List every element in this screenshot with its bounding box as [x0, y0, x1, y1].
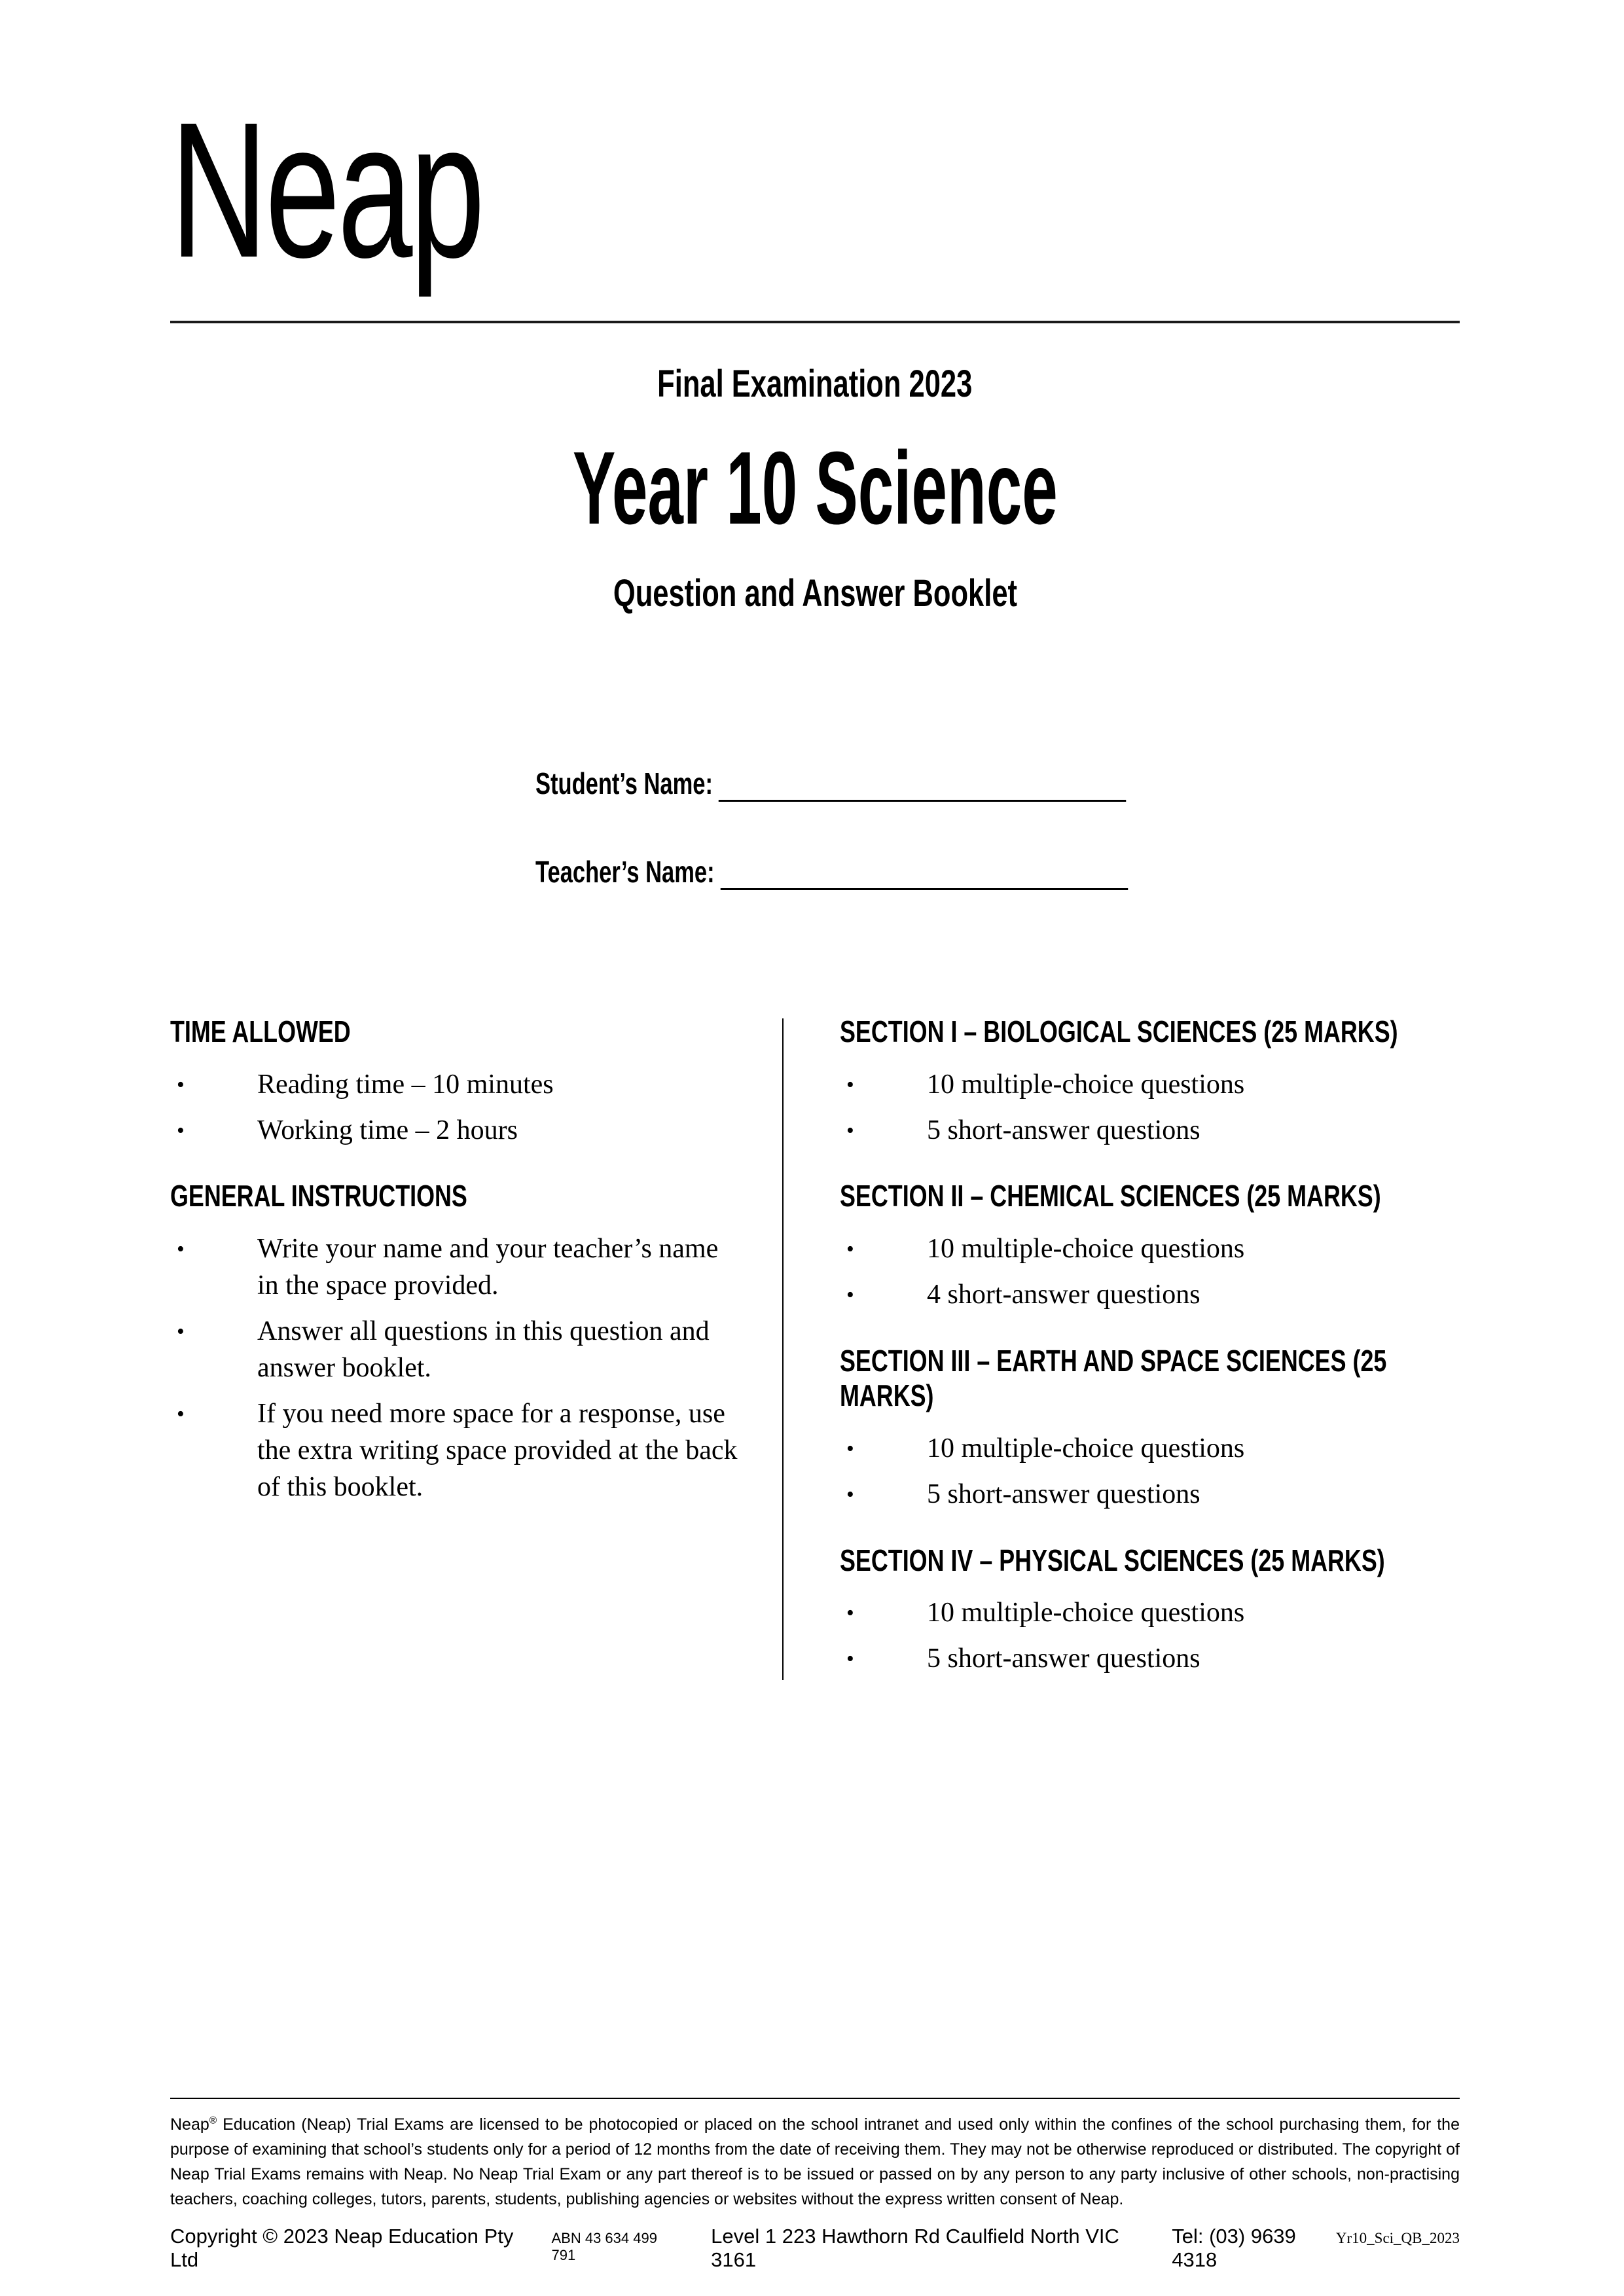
list-item: • 5 short-answer questions: [840, 1113, 1460, 1149]
section-4-list: [840, 1595, 1460, 1677]
page-header: [170, 82, 1460, 323]
section-3-block: [840, 1344, 1460, 1513]
student-name-row: [535, 766, 1460, 802]
registered-trademark-symbol: ®: [209, 2115, 217, 2126]
bullet-icon: •: [846, 1601, 854, 1626]
license-prefix: Neap: [170, 2115, 209, 2134]
header-rule: [170, 321, 1460, 323]
section-2-heading: SECTION II – CHEMICAL SCIENCES (25 MARKS): [840, 1179, 1381, 1213]
info-columns: [170, 1014, 1460, 1687]
license-text: [170, 2112, 1460, 2212]
bullet-icon: •: [177, 1237, 185, 1262]
title-block: [170, 361, 1460, 617]
section-2-list: [840, 1231, 1460, 1314]
section-1-list: [840, 1067, 1460, 1149]
time-allowed-block: [170, 1014, 740, 1149]
section-3-list: [840, 1431, 1460, 1513]
license-body: Education (Neap) Trial Exams are licensed to be photocopied or placed on the school intranet and used only within the confines of the school purchasing them, for the purpose of examining that school’s students only for a period of 12 months from the date of receiving them. They may not be otherwise reproduced or distributed. The copyright of Neap Trial Exams remains with Neap. No Neap Trial Exam or any part thereof is to be issued or passed on by any person to any party inclusive of other schools, non-practising teachers, coaching colleges, tutors, parents, students, publishing agencies or websites without the express written consent of Neap.: [170, 2115, 1460, 2208]
list-item: • Answer all questions in this question and answer booklet.: [170, 1314, 740, 1387]
right-column: [840, 1014, 1460, 1687]
page-footer: [170, 2098, 1460, 2272]
teacher-name-label: Teacher’s Name:: [535, 854, 715, 889]
bullet-icon: •: [177, 1118, 185, 1143]
left-column: [170, 1014, 740, 1687]
bullet-icon: •: [177, 1072, 185, 1097]
telephone-text: Tel: (03) 9639 4318: [1172, 2225, 1296, 2271]
student-name-label: Student’s Name:: [535, 766, 713, 800]
bullet-icon: •: [846, 1072, 854, 1097]
bullet-icon: •: [846, 1237, 854, 1262]
address-text: Level 1 223 Hawthorn Rd Caulfield North VIC 3161: [711, 2225, 1119, 2271]
list-item: • Working time – 2 hours: [170, 1113, 740, 1149]
document-code: Yr10_Sci_QB_2023: [1335, 2230, 1460, 2246]
list-item: • 10 multiple-choice questions: [840, 1067, 1460, 1103]
list-item: • 5 short-answer questions: [840, 1477, 1460, 1513]
booklet-title: Question and Answer Booklet: [613, 572, 1017, 615]
bullet-icon: •: [177, 1401, 185, 1426]
list-item: • 10 multiple-choice questions: [840, 1431, 1460, 1467]
bullet-icon: •: [846, 1482, 854, 1507]
footer-rule: [170, 2098, 1460, 2099]
list-item: • Reading time – 10 minutes: [170, 1067, 740, 1103]
list-item: • 10 multiple-choice questions: [840, 1595, 1460, 1632]
exam-title: Year 10 Science: [572, 430, 1058, 546]
bullet-icon: •: [846, 1283, 854, 1308]
list-item: • 10 multiple-choice questions: [840, 1231, 1460, 1268]
section-2-block: [840, 1179, 1460, 1314]
bullet-icon: •: [846, 1647, 854, 1672]
general-instructions-block: [170, 1179, 740, 1505]
general-instructions-list: [170, 1231, 740, 1505]
bullet-icon: •: [177, 1319, 185, 1344]
section-1-heading: SECTION I – BIOLOGICAL SCIENCES (25 MARKS): [840, 1014, 1398, 1049]
list-item: • If you need more space for a response, use the extra writing space provided at the back of this booklet.: [170, 1396, 740, 1506]
list-item: • 4 short-answer questions: [840, 1277, 1460, 1314]
time-allowed-heading: TIME ALLOWED: [170, 1014, 351, 1049]
student-name-field[interactable]: [719, 800, 1127, 802]
name-fields: [170, 766, 1460, 890]
bullet-icon: •: [846, 1436, 854, 1461]
neap-logo: Neap: [170, 82, 482, 298]
copyright-row: [170, 2225, 1460, 2272]
exam-series: Final Examination 2023: [657, 363, 973, 405]
section-1-block: [840, 1014, 1460, 1149]
copyright-text: Copyright © 2023 Neap Education Pty Ltd: [170, 2225, 514, 2271]
section-4-block: [840, 1543, 1460, 1678]
bullet-icon: •: [846, 1118, 854, 1143]
list-item: • Write your name and your teacher’s name in the space provided.: [170, 1231, 740, 1304]
teacher-name-field[interactable]: [721, 888, 1128, 890]
section-4-heading: SECTION IV – PHYSICAL SCIENCES (25 MARKS): [840, 1543, 1385, 1577]
general-instructions-heading: GENERAL INSTRUCTIONS: [170, 1179, 467, 1213]
section-3-heading: SECTION III – EARTH AND SPACE SCIENCES (25 MARKS): [840, 1344, 1387, 1412]
list-item: • 5 short-answer questions: [840, 1641, 1460, 1677]
abn-text: ABN 43 634 499 791: [551, 2230, 657, 2263]
time-allowed-list: [170, 1067, 740, 1149]
column-divider: [782, 1018, 784, 1680]
teacher-name-row: [535, 854, 1460, 890]
